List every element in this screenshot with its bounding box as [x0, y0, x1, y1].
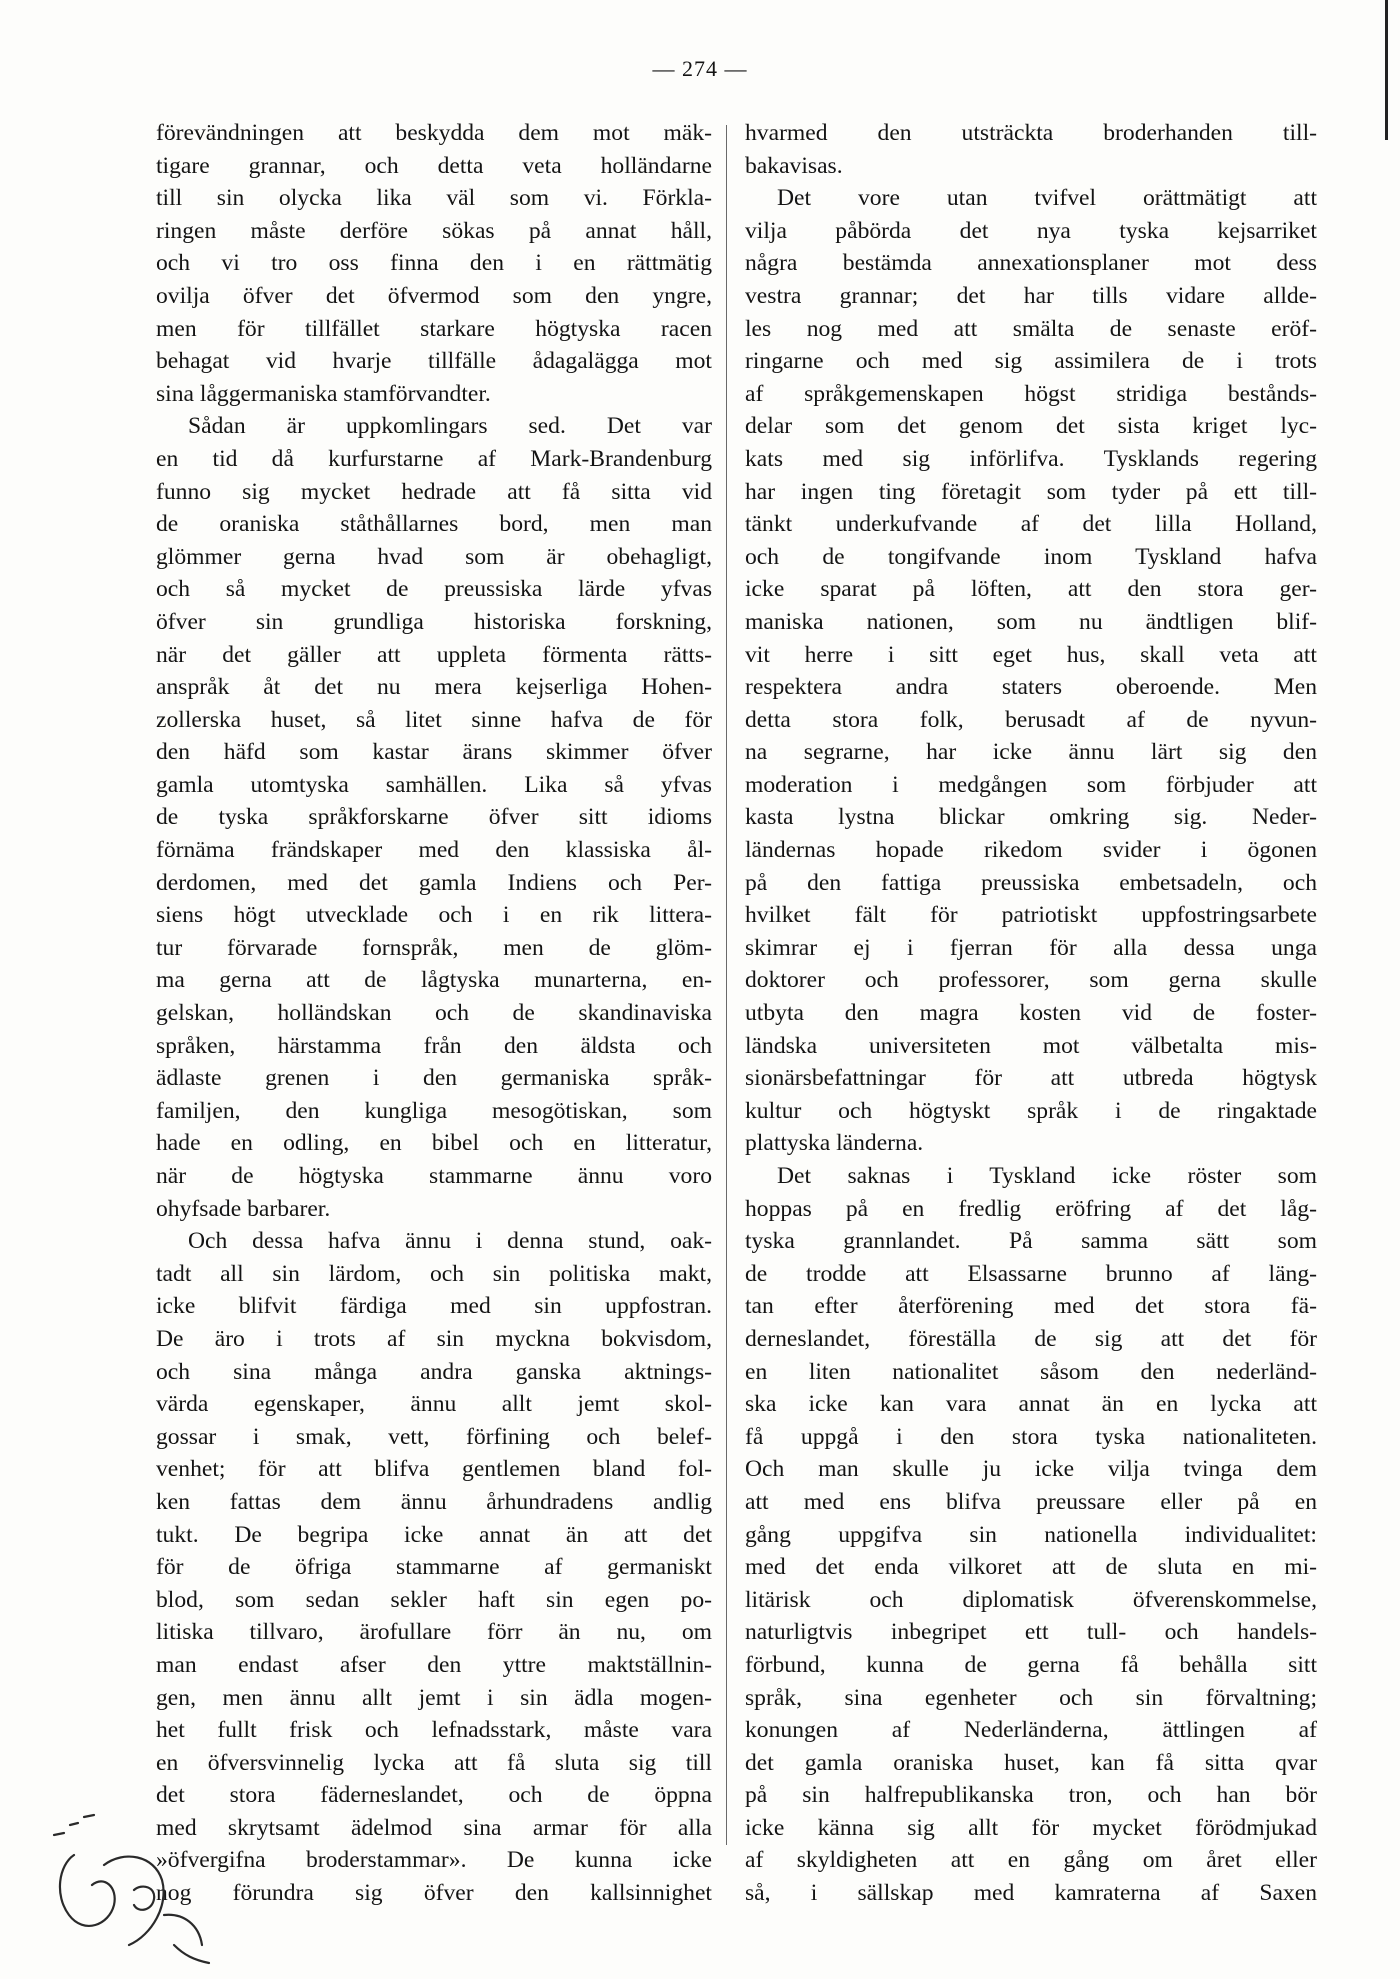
text-line: hoppas på en fredlig eröfring af det låg- [745, 1195, 1317, 1222]
text-line: af skyldigheten att en gång om året eller [745, 1847, 1317, 1874]
text-line: ländernas hopade rikedom svider i ögonen [745, 837, 1317, 864]
text-line: vestra grannar; det har tills vidare allde- [745, 282, 1317, 309]
text-line: funno sig mycket hedrade att få sitta vid [156, 478, 712, 505]
text-line: ädlaste grenen i den germaniska språk- [156, 1065, 712, 1092]
text-line: har ingen ting företagit som tyder på ett till- [745, 478, 1317, 505]
text-line: gossar i smak, vett, förfining och belef- [156, 1423, 712, 1450]
text-line: sionärsbefattningar för att utbreda högtysk [745, 1065, 1317, 1092]
text-line: gelskan, holländskan och de skandinaviska [156, 1000, 712, 1027]
text-line: litärisk och diplomatisk öfverenskommelse, [745, 1586, 1317, 1613]
text-line: ma gerna att de lågtyska munarterna, en- [156, 967, 712, 994]
text-line: språk, sina egenheter och sin förvaltning; [745, 1684, 1317, 1711]
text-line: förbund, kunna de gerna få behålla sitt [745, 1651, 1317, 1678]
text-line: blod, som sedan sekler haft sin egen po- [156, 1586, 712, 1613]
text-line: Sådan är uppkomlingars sed. Det var [188, 413, 712, 440]
page-number: — 274 — [652, 56, 748, 81]
text-line: tur förvarade fornspråk, men de glöm- [156, 934, 712, 961]
text-line: när det gäller att uppleta förmenta rätts- [156, 641, 712, 668]
text-line: bakavisas. [745, 152, 843, 179]
text-line: icke sparat på löften, att den stora ger- [745, 576, 1317, 603]
text-line: gång uppgifva sin nationella individualitet: [745, 1521, 1317, 1548]
text-line: gen, men ännu allt jemt i sin ädla mogen- [156, 1684, 712, 1711]
text-line: vilja påbörda det nya tyska kejsarriket [745, 217, 1317, 244]
text-line: några bestämda annexationsplaner mot dess [745, 250, 1317, 277]
text-line: les nog med att smälta de senaste eröf- [745, 315, 1317, 342]
text-line: en tid då kurfurstarne af Mark-Brandenburg [156, 445, 712, 472]
text-line: de trodde att Elsassarne brunno af läng- [745, 1260, 1317, 1287]
text-line: en liten nationalitet såsom den nederländ- [745, 1358, 1317, 1385]
text-line: Och dessa hafva ännu i denna stund, oak- [188, 1228, 712, 1255]
text-line: men för tillfället starkare högtyska racen [156, 315, 712, 342]
text-line: af språkgemenskapen högst stridiga bestånds- [745, 380, 1317, 407]
left-text-column [156, 117, 712, 1910]
text-line: ohyfsade barbarer. [156, 1195, 331, 1222]
text-line: med det enda vilkoret att de sluta en mi- [745, 1554, 1317, 1581]
text-line: doktorer och professorer, som gerna skulle [745, 967, 1317, 994]
text-line: detta stora folk, berusadt af de nyvun- [745, 706, 1317, 733]
text-line: De äro i trots af sin myckna bokvisdom, [156, 1325, 712, 1352]
text-line: anspråk åt det nu mera kejserliga Hohen- [156, 674, 712, 701]
text-line: delar som det genom det sista kriget lyc- [745, 413, 1317, 440]
text-line: kasta lystna blickar omkring sig. Neder- [745, 804, 1317, 831]
text-line: tyska grannlandet. På samma sätt som [745, 1228, 1317, 1255]
text-line: hade en odling, en bibel och en litteratur, [156, 1130, 712, 1157]
text-line: hvarmed den utsträckta broderhanden till- [745, 120, 1317, 146]
text-line: kultur och högtyskt språk i de ringaktade [745, 1097, 1317, 1124]
text-line: det stora fäderneslandet, och de öppna [156, 1782, 712, 1809]
text-line: tigare grannar, och detta veta holländarne [156, 152, 712, 179]
text-line: »öfvergifna broderstammar». De kunna icke [156, 1847, 712, 1874]
text-line: konungen af Nederländerna, ättlingen af [745, 1717, 1317, 1744]
text-line: zollerska huset, så litet sinne hafva de för [156, 706, 712, 733]
text-line: förevändningen att beskydda dem mot mäk- [156, 120, 712, 146]
text-line: och vi tro oss finna den i en rättmätig [156, 250, 712, 277]
text-line: för de öfriga stammarne af germaniskt [156, 1554, 712, 1581]
text-line: på den fattiga preussiska embetsadeln, och [745, 869, 1317, 896]
text-line: man endast afser den yttre maktställnin- [156, 1651, 712, 1678]
text-line: glömmer gerna hvad som är obehagligt, [156, 543, 712, 570]
text-line: ovilja öfver det öfvermod som den yngre, [156, 282, 712, 309]
text-line: på sin halfrepublikanska tron, och han bör [745, 1782, 1317, 1809]
text-line: när de högtyska stammarne ännu voro [156, 1163, 712, 1189]
text-line: familjen, den kungliga mesogötiskan, som [156, 1097, 712, 1124]
text-line: icke blifvit färdiga med sin uppfostran. [156, 1293, 712, 1320]
text-line: moderation i medgången som förbjuder att [745, 771, 1317, 798]
library-stamp-scribble [34, 1795, 224, 1975]
text-line: siens högt utvecklade och i en rik littera- [156, 902, 712, 929]
text-line: kats med sig införlifva. Tysklands regering [745, 445, 1317, 472]
text-line: het fullt frisk och lefnadsstark, måste vara [156, 1717, 712, 1744]
text-line: naturligtvis inbegripet ett tull- och handels- [745, 1619, 1317, 1646]
text-line: tukt. De begripa icke annat än att det [156, 1521, 712, 1548]
text-line: vit herre i sitt eget hus, skall veta att [745, 641, 1317, 668]
text-line: förnäma frändskaper med den klassiska ål- [156, 837, 712, 864]
text-line: språken, härstamma från den äldsta och [156, 1032, 712, 1059]
text-line: ken fattas dem ännu århundradens andlig [156, 1488, 712, 1515]
text-line: värda egenskaper, ännu allt jemt skol- [156, 1391, 712, 1418]
text-line: nog förundra sig öfver den kallsinnighet [156, 1880, 712, 1907]
text-line: gamla utomtyska samhällen. Lika så yfvas [156, 771, 712, 798]
text-line: tadt all sin lärdom, och sin politiska makt, [156, 1260, 712, 1287]
text-line: utbyta den magra kosten vid de foster- [745, 1000, 1317, 1027]
text-line: Det vore utan tvifvel orättmätigt att [777, 185, 1317, 212]
text-line: icke känna sig allt för mycket förödmjukad [745, 1814, 1317, 1841]
text-line: ska icke kan vara annat än en lycka att [745, 1391, 1317, 1418]
text-line: ländska universiteten mot välbetalta mis- [745, 1032, 1317, 1059]
text-line: de oraniska ståthållarnes bord, men man [156, 511, 712, 538]
text-line: derneslandet, föreställa de sig att det för [745, 1325, 1317, 1352]
text-line: få uppgå i den stora tyska nationaliteten. [745, 1423, 1317, 1450]
text-line: en öfversvinnelig lycka att få sluta sig till [156, 1749, 712, 1776]
text-line: sina låggermaniska stamförvandter. [156, 380, 491, 407]
text-line: respektera andra staters oberoende. Men [745, 674, 1317, 701]
text-line: ringen måste derföre sökas på annat håll, [156, 217, 712, 244]
text-line: skimrar ej i fjerran för alla dessa unga [745, 934, 1317, 961]
text-line: den häfd som kastar ärans skimmer öfver [156, 739, 712, 766]
text-line: att med ens blifva preussare eller på en [745, 1488, 1317, 1515]
text-line: tan efter återförening med det stora fä- [745, 1293, 1317, 1320]
text-line: na segrarne, har icke ännu lärt sig den [745, 739, 1317, 766]
text-line: Och man skulle ju icke vilja tvinga dem [745, 1456, 1317, 1483]
text-line: venhet; för att blifva gentlemen bland fol- [156, 1456, 712, 1483]
text-line: och så mycket de preussiska lärde yfvas [156, 576, 712, 603]
text-line: till sin olycka lika väl som vi. Förkla- [156, 185, 712, 212]
text-line: hvilket fält för patriotiskt uppfostringsarbete [745, 902, 1317, 929]
text-line: derdomen, med det gamla Indiens och Per- [156, 869, 712, 896]
text-line: tänkt underkufvande af det lilla Holland, [745, 511, 1317, 538]
text-line: och sina många andra ganska aktnings- [156, 1358, 712, 1385]
text-line: det gamla oraniska huset, kan få sitta qvar [745, 1749, 1317, 1776]
text-line: plattyska länderna. [745, 1130, 924, 1157]
text-line: Det saknas i Tyskland icke röster som [777, 1163, 1317, 1189]
text-line: så, i sällskap med kamraterna af Saxen [745, 1880, 1317, 1907]
text-line: och de tongifvande inom Tyskland hafva [745, 543, 1317, 570]
text-line: behagat vid hvarje tillfälle ådagalägga mot [156, 348, 712, 375]
text-line: ringarne och med sig assimilera de i trots [745, 348, 1317, 375]
text-line: med skrytsamt ädelmod sina armar för alla [156, 1814, 712, 1841]
text-line: öfver sin grundliga historiska forskning, [156, 608, 712, 635]
text-line: de tyska språkforskarne öfver sitt idioms [156, 804, 712, 831]
right-text-column [745, 117, 1317, 1910]
column-divider [726, 125, 727, 1845]
text-line: maniska nationen, som nu ändtligen blif- [745, 608, 1317, 635]
text-line: litiska tillvaro, ärofullare förr än nu, om [156, 1619, 712, 1646]
